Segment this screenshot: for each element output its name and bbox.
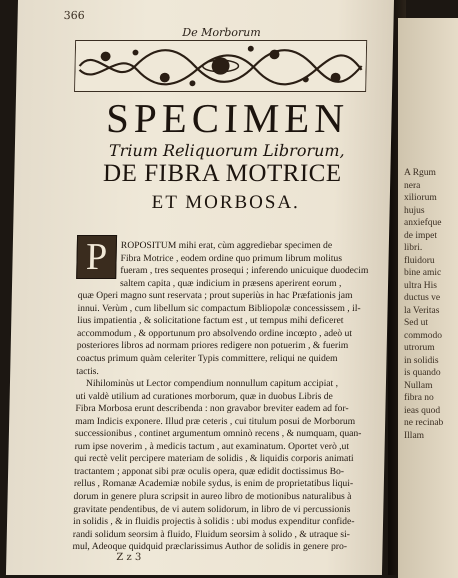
facing-page-line: nera bbox=[404, 180, 421, 191]
body-line: coactus primum quàm celeriter Typis committere, reliqui ne quidem bbox=[76, 352, 338, 364]
body-line: uti valdè utilium ad curationes morborum, quæ in duobus Libris de bbox=[75, 390, 333, 402]
facing-page-line: ne recinab bbox=[404, 418, 444, 428]
facing-page-line: A Rgum bbox=[404, 168, 436, 178]
body-line: rellus , Romanæ Academiæ nobile sydus, is enim de proprietatibus liqui- bbox=[73, 478, 354, 490]
body-line: tactis. bbox=[76, 365, 100, 377]
body-line: quæ Operi magno sunt reservata ; prout superiùs in hac Præfationis jam bbox=[77, 290, 353, 302]
body-line: randi solidum seorsim à fluido, Fluidum seorsim à solido , & utraque si- bbox=[72, 528, 351, 540]
body-line: Fibra Motrice , eodem ordine quo primum librum molitus bbox=[120, 252, 343, 264]
body-line: mam Indicis exponere. Illud præ ceteris , cui titulum posui de Morborum bbox=[75, 415, 356, 427]
facing-page-line: bine amic bbox=[404, 268, 442, 278]
drop-cap: P bbox=[76, 235, 117, 279]
facing-page-line: utrorum bbox=[404, 343, 435, 353]
signature-mark: Z z 3 bbox=[116, 552, 142, 563]
facing-page-line: de impet bbox=[404, 230, 437, 241]
body-line: rum ipse noverim , à medicis tactum , aut examinatum. Oportet verò ,ut bbox=[74, 440, 350, 452]
facing-page-line: fibra no bbox=[404, 393, 434, 403]
title-subtitle: Trium Reliquorum Librorum, bbox=[108, 141, 345, 160]
facing-page-line: Illam bbox=[404, 430, 425, 441]
facing-page-line: fluidoru bbox=[404, 255, 435, 266]
body-line: dorum in genere plura scripsit in aureo libro de motionibus naturalibus à bbox=[73, 491, 352, 502]
body-line: Fibra Morbosa erunt describenda : non gravabor breviter eadem ad for- bbox=[75, 403, 349, 415]
facing-page-line: in solidis bbox=[404, 355, 439, 366]
facing-page-line: xiliorum bbox=[404, 193, 437, 203]
body-line: successionibus , continet argumentum omninò recens , & numquam, quan- bbox=[74, 428, 362, 440]
body-line: accommodum , & opportunum pro absolvendo ordine incœpto , adeò ut bbox=[76, 327, 353, 339]
body-line: gravitate pendentibus, de vi autem solidorum, in libro de vi percussionis bbox=[73, 503, 351, 515]
facing-page-line: la Veritas bbox=[404, 305, 440, 316]
title-main: DE FIBRA MOTRICE bbox=[102, 160, 342, 187]
body-line: fueram , tres sequentes prosequi ; inferendo unicuique duodecim bbox=[120, 265, 369, 277]
facing-page-line: Sed ut bbox=[404, 318, 429, 328]
facing-page-line: ultra His bbox=[404, 280, 437, 291]
body-line: Nihilominùs ut Lector compendium nonnullum capitum accipiat , bbox=[85, 378, 339, 390]
facing-page-line: hujus bbox=[404, 205, 425, 216]
body-line: posteriores libros ad normam priores redigere non potuerim , & fuerim bbox=[76, 340, 349, 352]
running-head: De Morborum bbox=[182, 26, 261, 39]
facing-page-line: Nullam bbox=[404, 380, 433, 391]
facing-page-line: commodo bbox=[404, 330, 442, 341]
facing-page-line: anxiefque bbox=[404, 218, 442, 228]
facing-page-line: ieas quod bbox=[404, 405, 441, 416]
body-line: ROPOSITUM mihi erat, cùm aggrediebar specimen de bbox=[120, 240, 333, 251]
body-line: lius impatientia , & solicitatione factum est , ut tempus mihi deficeret bbox=[77, 315, 344, 327]
body-line: saltem capita , quæ indicium in præsens aperirent eorum , bbox=[119, 277, 342, 289]
body-line: mul, Adeoque quidquid præclarissimus Author de solidis in genere pro- bbox=[72, 541, 348, 553]
body-line: qui rectè velit percipere materiam de solidis , & liquidis corporis animati bbox=[74, 453, 354, 465]
title-specimen: SPECIMEN bbox=[105, 95, 350, 141]
body-line: in solidis , & in fluidis projectis à solidis : ubi modus expenditur confide- bbox=[72, 516, 355, 528]
facing-page bbox=[398, 18, 458, 578]
body-text bbox=[6, 0, 394, 575]
title-secondary: ET MORBOSA. bbox=[151, 192, 301, 213]
facing-page-line: ductus ve bbox=[404, 293, 441, 303]
facing-page-line: is quando bbox=[404, 368, 441, 378]
document-page bbox=[6, 0, 394, 575]
body-line: innui. Verùm , cum libellum sic compactum Bibliopolæ concessissem , il- bbox=[77, 302, 361, 314]
body-line: tractantem ; apponat sibi præ oculis opera, quæ edidit doctissimus Bo- bbox=[74, 465, 345, 477]
facing-page-line: libri. bbox=[404, 243, 423, 253]
page-number: 366 bbox=[63, 9, 85, 22]
